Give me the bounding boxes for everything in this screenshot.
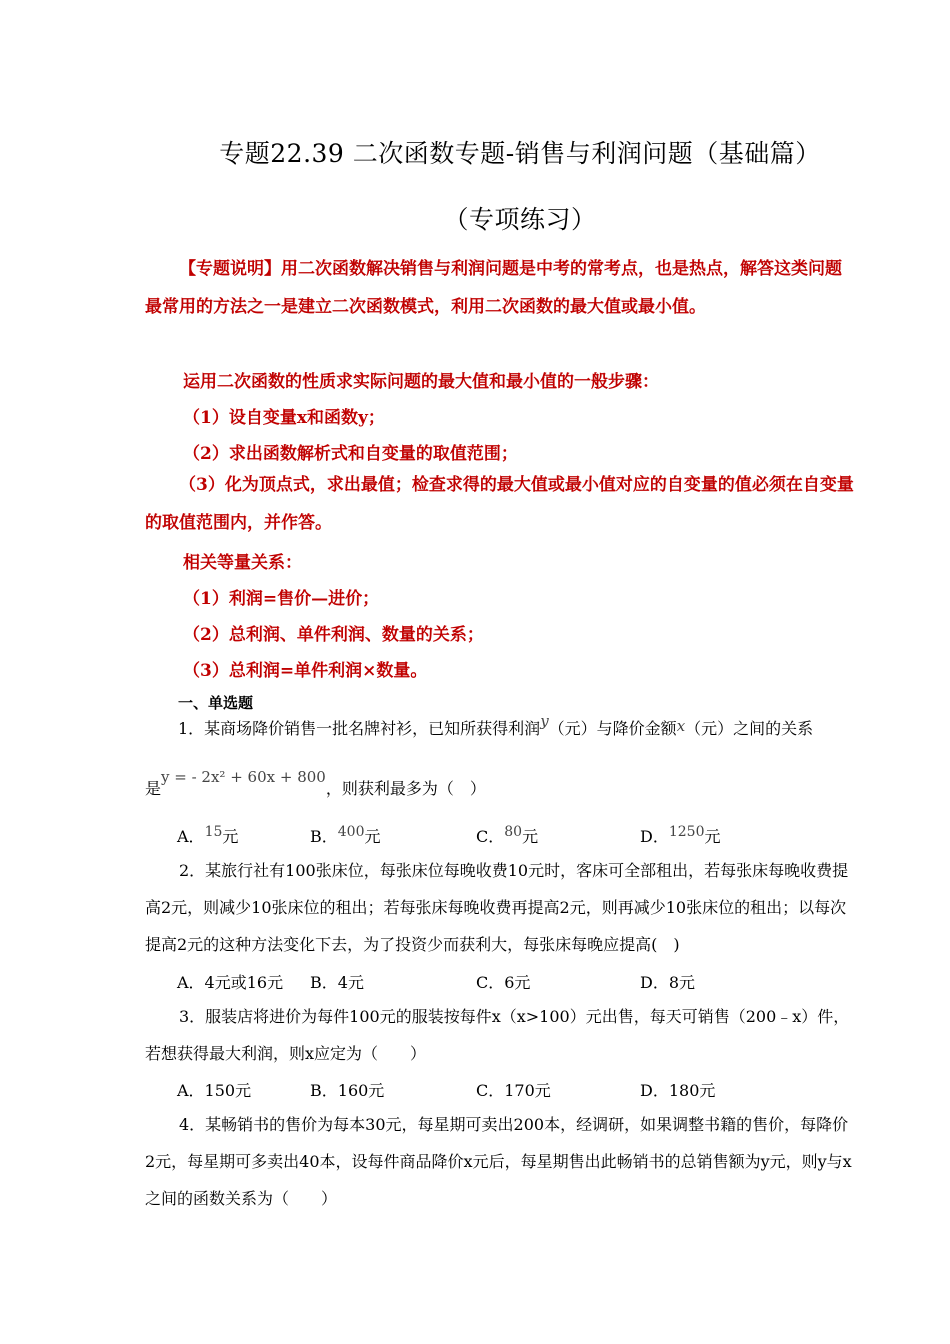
question-4-text: 4．某畅销书的售价为每本30元，每星期可卖出200本，经调研，如果调整书籍的售价，每降价2元，每星期可多卖出40本，设每件商品降价x元后，每星期售出此畅销书的总销售额为y元，则y与x之间的函数关系为（ ） xyxy=(145,1115,852,1208)
document-title: 专题22.39 二次函数专题-销售与利润问题（基础篇） xyxy=(219,139,821,168)
question-2-option-a[interactable]: A．4元或16元 xyxy=(177,973,284,992)
question-1-text-b: （元）与降价金额 xyxy=(548,719,677,738)
steps-heading: 运用二次函数的性质求实际问题的最大值和最小值的一般步骤： xyxy=(183,372,659,392)
question-1-line1 xyxy=(178,712,814,739)
question-2-option-c[interactable]: C．6元 xyxy=(476,973,531,992)
document-subtitle: （专项练习） xyxy=(443,205,597,234)
question-1-text-c: （元）之间的关系 xyxy=(685,719,814,738)
step-1: （1）设自变量x和函数y； xyxy=(183,408,385,428)
question-1-option-b[interactable]: B．400元 xyxy=(310,824,381,846)
relation-3: （3）总利润=单件利润×数量。 xyxy=(183,661,428,681)
relations-heading: 相关等量关系： xyxy=(183,553,302,573)
question-1-text-a: 1．某商场降价销售一批名牌衬衫，已知所获得利润 xyxy=(178,719,541,738)
step-3: （3）化为顶点式，求出最值；检查求得的最大值或最小值对应的自变量的值必须在自变量的取值范围内，并作答。 xyxy=(145,475,854,533)
question-1-option-d[interactable]: D．1250元 xyxy=(640,824,721,846)
question-3-option-c[interactable]: C．170元 xyxy=(476,1081,551,1100)
question-1-line2 xyxy=(145,768,486,799)
question-2-option-d[interactable]: D．8元 xyxy=(640,973,696,992)
question-3-option-d[interactable]: D．180元 xyxy=(640,1081,716,1100)
question-1-text-e: ，则获利最多为（ ） xyxy=(325,779,486,798)
question-1-option-a[interactable]: A．15元 xyxy=(177,824,239,846)
variable-y: y xyxy=(540,712,549,730)
topic-description: 【专题说明】用二次函数解决销售与利润问题是中考的常考点，也是热点，解答这类问题最常用的方法之一是建立二次函数模式，利用二次函数的最大值或最小值。 xyxy=(145,259,842,317)
relation-2: （2）总利润、单件利润、数量的关系； xyxy=(183,625,484,645)
step-2: （2）求出函数解析式和自变量的取值范围； xyxy=(183,444,518,464)
question-1-text-d: 是 xyxy=(145,779,162,798)
question-3-option-b[interactable]: B．160元 xyxy=(310,1081,385,1100)
question-2-option-b[interactable]: B．4元 xyxy=(310,973,364,992)
profit-formula: y = - 2x² + 60x + 800 xyxy=(161,768,326,786)
relation-1: （1）利润=售价—进价； xyxy=(183,589,380,609)
section-heading: 一、单选题 xyxy=(178,694,254,712)
question-1-option-c[interactable]: C．80元 xyxy=(476,824,539,846)
question-2-text: 2．某旅行社有100张床位，每张床位每晚收费10元时，客床可全部租出，若每张床每晚收费提高2元，则减少10张床位的租出；若每张床每晚收费再提高2元，则再减少10张床位的租出；以每次提高2元的这种方法变化下去，为了投资少而获利大，每张床每晚应提高( ) xyxy=(145,861,849,954)
question-3-text: 3．服装店将进价为每件100元的服装按每件x（x>100）元出售，每天可销售（200﹣x）件，若想获得最大利润，则x应定为（ ） xyxy=(145,1007,850,1063)
question-3-option-a[interactable]: A．150元 xyxy=(177,1081,252,1100)
variable-x: x xyxy=(676,717,686,735)
